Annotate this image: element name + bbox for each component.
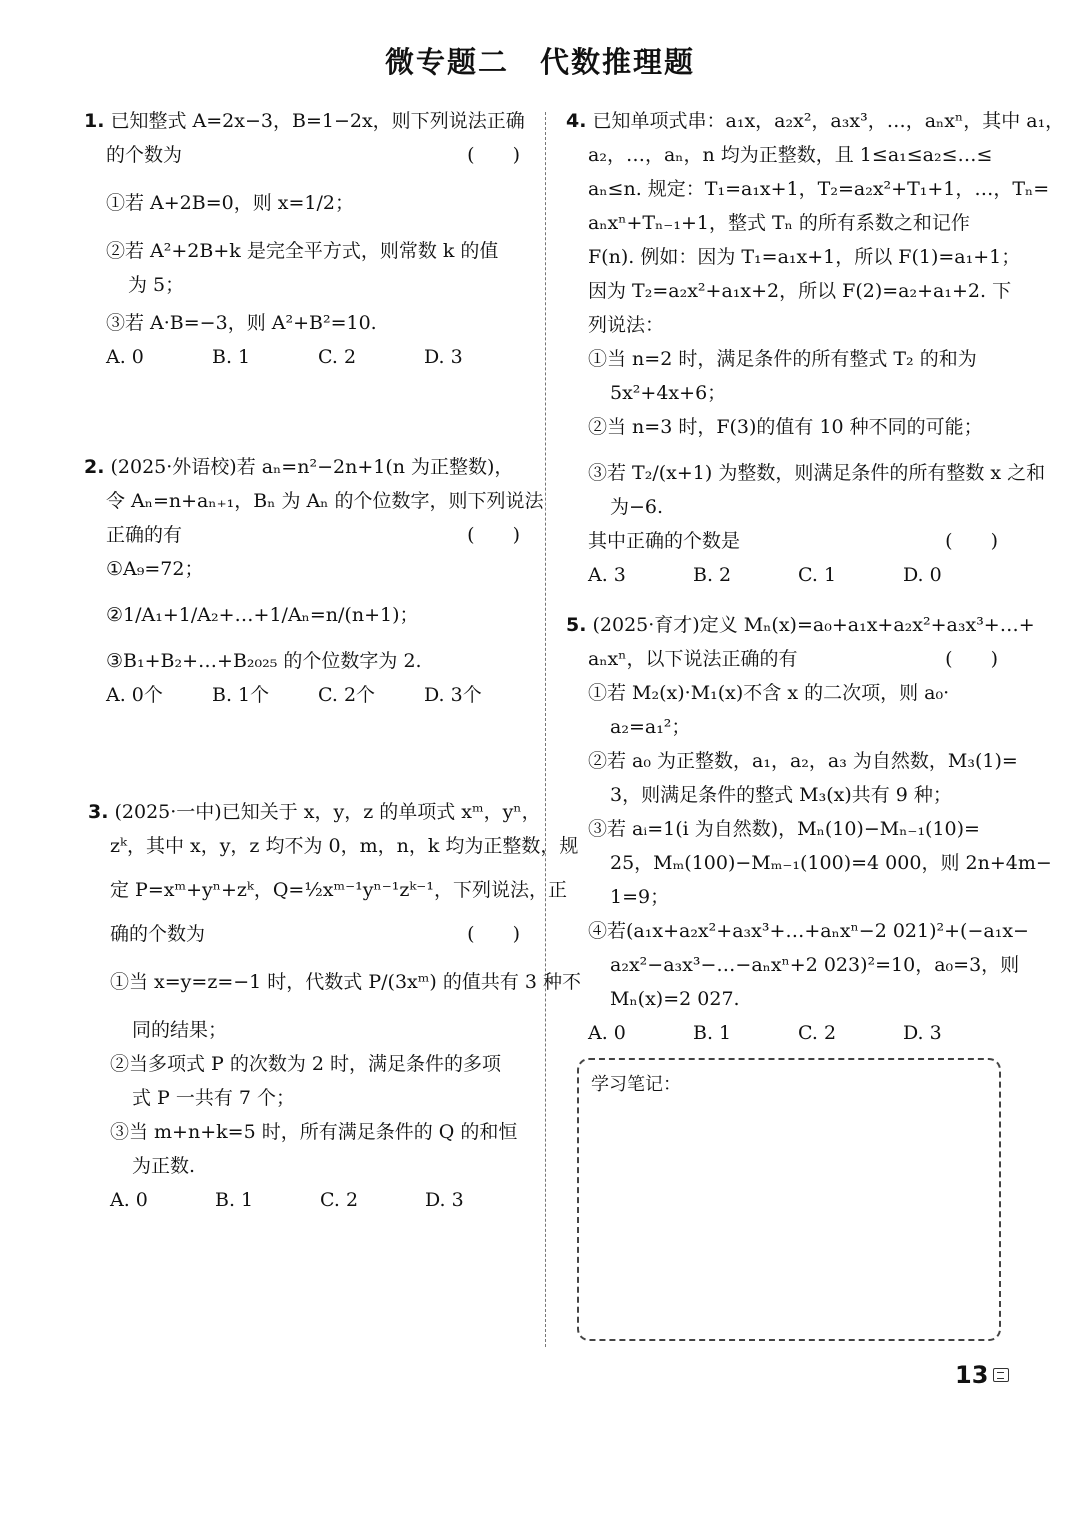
statement-option: ①A₉=72； [106,558,204,580]
choice-a[interactable]: A. 0个 [106,684,163,706]
statement-option: ③当 m+n+k=5 时，所有满足条件的 Q 的和恒 为正数. [110,1121,518,1177]
question-5 [566,608,1052,1050]
answer-blank[interactable]: ( ) [467,144,520,166]
question-stem-line: 令 Aₙ=n+aₙ₊₁，Bₙ 为 Aₙ 的个位数字，则下列说法 [106,490,544,512]
study-notes-box[interactable] [577,1058,1001,1341]
answer-blank[interactable]: ( ) [467,923,520,945]
choice-c[interactable]: C. 2 [318,346,357,368]
statement-option: ②当 n=3 时，F(3)的值有 10 种不同的可能； [588,416,983,438]
statement-option: ①当 n=2 时，满足条件的所有整式 T₂ 的和为 5x²+4x+6； [588,348,977,404]
statement-option: ①若 A+2B=0，则 x=1/2； [106,192,354,214]
page-number: 13 [955,1361,989,1389]
question-stem-line: 1. 已知整式 A=2x−3，B=1−2x，则下列说法正确 [84,110,525,132]
question-4 [566,104,1065,592]
choice-a[interactable]: A. 0 [588,1022,626,1044]
choice-c[interactable]: C. 1 [798,564,837,586]
question-3 [88,795,582,1217]
question-stem-line: a₂，…，aₙ，n 均为正整数，且 1≤a₁≤a₂≤…≤ [588,144,993,166]
choice-d[interactable]: D. 3 [424,346,463,368]
answer-choices [84,340,530,374]
statement-option: ②若 a₀ 为正整数，a₁，a₂，a₃ 为自然数，M₃(1)= 3，则满足条件的整式 M₃(x)共有 9 种； [588,750,1018,806]
book-icon [993,1368,1009,1382]
column-divider [545,112,546,1347]
choice-d[interactable]: D. 3 [903,1022,942,1044]
question-stem-line: 列说法： [588,314,665,336]
question-tail: 其中正确的个数是 ( ) [566,524,1008,558]
question-stem-line: zᵏ，其中 x，y，z 均不为 0，m，n，k 均为正整数，规 [110,835,579,857]
question-stem-line: 定 P=xᵐ+yⁿ+zᵏ，Q=½xᵐ⁻¹yⁿ⁻¹zᵏ⁻¹，下列说法，正 [110,879,567,901]
question-stem-line: 因为 T₂=a₂x²+a₁x+2，所以 F(2)=a₂+a₁+2. 下 [588,280,1012,302]
choice-b[interactable]: B. 1 [215,1189,254,1211]
choice-c[interactable]: C. 2 [320,1189,359,1211]
question-stem-line: F(n). 例如：因为 T₁=a₁x+1，所以 F(1)=a₁+1； [588,246,1021,268]
answer-choices [84,678,530,712]
question-stem-line: aₙ≤n. 规定：T₁=a₁x+1，T₂=a₂x²+T₁+1，…，Tₙ= [588,178,1050,200]
answer-choices [566,1016,1008,1050]
choice-d[interactable]: D. 3 [425,1189,464,1211]
question-stem-line: 4. 已知单项式串：a₁x，a₂x²，a₃x³，…，aₙxⁿ，其中 a₁， [566,110,1065,132]
question-stem-line: 确的个数为 ( ) [88,917,530,951]
statement-option: ①若 M₂(x)·M₁(x)不含 x 的二次项，则 a₀· a₂=a₁²； [588,682,950,738]
answer-blank[interactable]: ( ) [945,530,998,552]
choice-d[interactable]: D. 3个 [424,684,482,706]
question-stem-line: 3. (2025·一中)已知关于 x，y，z 的单项式 xᵐ，yⁿ， [88,801,541,823]
answer-choices [88,1183,530,1217]
statement-option: ③若 T₂/(x+1) 为整数，则满足条件的所有整数 x 之和 为−6. [588,462,1046,518]
choice-a[interactable]: A. 0 [106,346,144,368]
statement-option: ④若(a₁x+a₂x²+a₃x³+…+aₙxⁿ−2 021)²+(−a₁x− a₂x²−a₃x³−…−aₙxⁿ+2 023)²=10，a₀=3，则 Mₙ(x)=2 027. [588,920,1029,1010]
statement-option: ③若 aᵢ=1(i 为自然数)，Mₙ(10)−Mₙ₋₁(10)= 25，Mₘ(100)−Mₘ₋₁(100)=4 000，则 2n+4m− 1=9； [588,818,1052,908]
answer-blank[interactable]: ( ) [467,524,520,546]
choice-b[interactable]: B. 2 [693,564,732,586]
question-stem-line: 5. (2025·育才)定义 Mₙ(x)=a₀+a₁x+a₂x²+a₃x³+…+ [566,614,1035,636]
question-stem-line: 的个数为 ( ) [84,138,530,172]
question-stem-line: 2. (2025·外语校)若 aₙ=n²−2n+1(n 为正整数)， [84,456,514,478]
choice-a[interactable]: A. 3 [588,564,626,586]
question-1 [84,104,530,374]
choice-b[interactable]: B. 1 [212,346,251,368]
choice-c[interactable]: C. 2个 [318,684,376,706]
question-2 [84,450,544,712]
choice-b[interactable]: B. 1 [693,1022,732,1044]
statement-option: ③若 A·B=−3，则 A²+B²=10. [106,312,377,334]
page-title: 微专题二 代数推理题 [384,45,695,79]
choice-a[interactable]: A. 0 [110,1189,148,1211]
choice-b[interactable]: B. 1个 [212,684,270,706]
statement-option: ②当多项式 P 的次数为 2 时，满足条件的多项 式 P 一共有 7 个； [110,1053,502,1109]
answer-choices [566,558,1008,592]
question-stem-line: aₙxⁿ+Tₙ₋₁+1，整式 Tₙ 的所有系数之和记作 [588,212,970,234]
statement-option: ②若 A²+2B+k 是完全平方式，则常数 k 的值 为 5； [106,240,499,296]
statement-option: ②1/A₁+1/A₂+…+1/Aₙ=n/(n+1)； [106,604,419,626]
statement-option: ①当 x=y=z=−1 时，代数式 P/(3xᵐ) 的值共有 3 种不 同的结果； [110,971,582,1041]
study-notes-label: 学习笔记： [591,1074,681,1095]
question-stem-line: aₙxⁿ，以下说法正确的有 ( ) [566,642,1008,676]
choice-d[interactable]: D. 0 [903,564,942,586]
choice-c[interactable]: C. 2 [798,1022,837,1044]
statement-option: ③B₁+B₂+…+B₂₀₂₅ 的个位数字为 2. [106,650,422,672]
question-stem-line: 正确的有 ( ) [84,518,530,552]
answer-blank[interactable]: ( ) [945,648,998,670]
